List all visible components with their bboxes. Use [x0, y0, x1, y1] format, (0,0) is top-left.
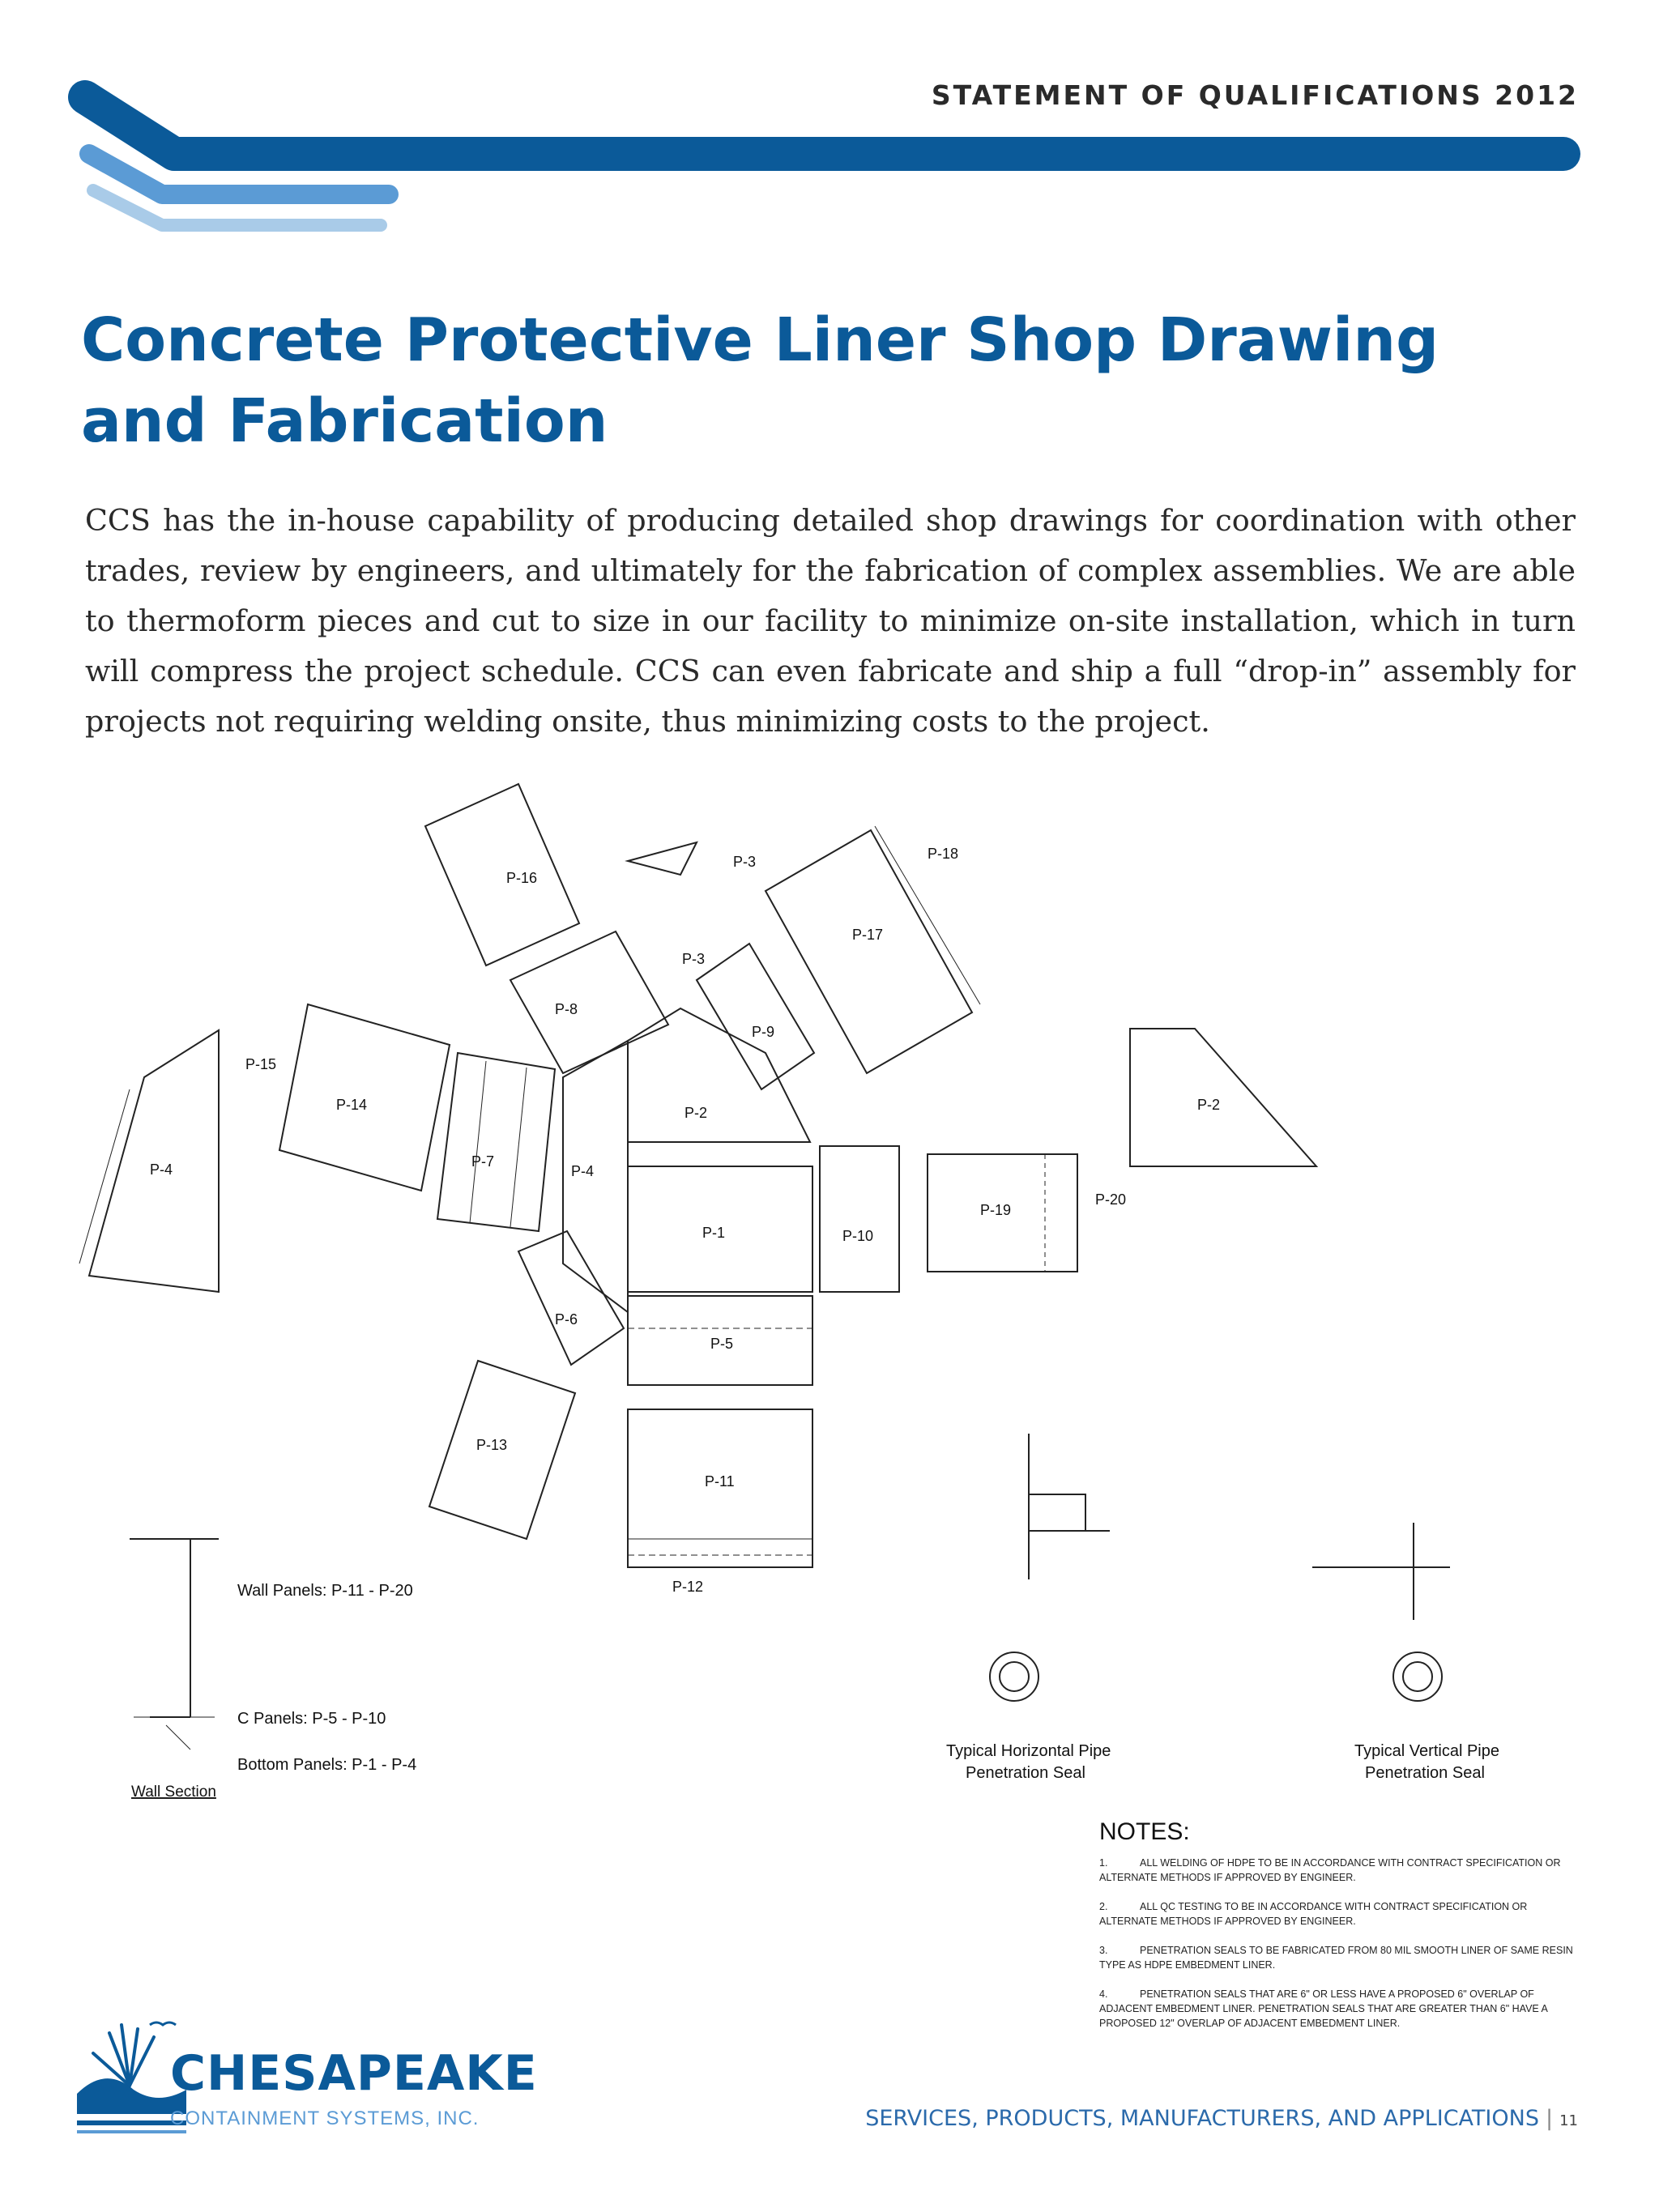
panel-p7-outline [437, 1053, 555, 1231]
panel-label: P-8 [555, 1001, 578, 1017]
wall-panels-label: Wall Panels: P-11 - P-20 [237, 1582, 413, 1600]
panel-p17-outline [766, 830, 972, 1073]
panel-label: P-18 [928, 846, 959, 862]
panel-label: P-3 [682, 951, 706, 967]
panel-label: P-11 [705, 1473, 735, 1490]
page-number: 11 [1559, 2112, 1578, 2129]
title-line-1: Concrete Protective Liner Shop Drawing [81, 305, 1439, 375]
panel-p3-outline [628, 842, 697, 875]
company-subtitle: CONTAINMENT SYSTEMS, INC. [170, 2108, 480, 2129]
note-item: 1. ALL WELDING OF HDPE TO BE IN ACCORDANCE WITH CONTRACT SPECIFICATION OR ALTERNATE METHODS IF APPROVED BY ENGINEER. [1099, 1857, 1561, 1883]
vertical-seal-title-1: Typical Vertical Pipe [1354, 1742, 1499, 1760]
panel-label: P-2 [1197, 1097, 1221, 1113]
panel-label: P-9 [752, 1024, 775, 1040]
panel-label: P-3 [733, 854, 757, 870]
panel-p16-outline [425, 784, 579, 965]
panel-label: P-5 [710, 1336, 734, 1352]
section-header: STATEMENT OF QUALIFICATIONS 2012 [931, 79, 1579, 111]
panel-label: P-2 [684, 1105, 708, 1121]
vertical-seal-title-2: Penetration Seal [1365, 1764, 1485, 1782]
panel-p2-right-outline [1130, 1029, 1316, 1166]
horizontal-seal-detail [990, 1434, 1110, 1701]
panel-label: P-4 [150, 1161, 173, 1178]
panel-p10-outline [820, 1146, 899, 1292]
panel-label: P-16 [506, 870, 538, 886]
company-name: CHESAPEAKE [170, 2045, 538, 2102]
title-line-2: and Fabrication [81, 386, 608, 456]
panel-label: P-4 [571, 1163, 595, 1179]
note-item: 3. PENETRATION SEALS TO BE FABRICATED FROM 80 MIL SMOOTH LINER OF SAME RESIN TYPE AS HDPE EMBEDMENT LINER. [1099, 1945, 1573, 1971]
note-item: 2. ALL QC TESTING TO BE IN ACCORDANCE WITH CONTRACT SPECIFICATION OR ALTERNATE METHODS IF APPROVED BY ENGINEER. [1099, 1901, 1528, 1927]
footer-text: SERVICES, PRODUCTS, MANUFACTURERS, AND APPLICATIONS [865, 2106, 1539, 2131]
panel-label: P-19 [980, 1202, 1012, 1218]
panel-label: P-14 [336, 1097, 368, 1113]
panel-label: P-12 [672, 1579, 704, 1595]
horizontal-seal-title-2: Penetration Seal [966, 1764, 1085, 1782]
panel-p8-outline [510, 931, 668, 1073]
c-panels-label: C Panels: P-5 - P-10 [237, 1710, 386, 1728]
panel-label: P-13 [476, 1437, 508, 1453]
horizontal-seal-title-1: Typical Horizontal Pipe [946, 1742, 1111, 1760]
note-item: 4. PENETRATION SEALS THAT ARE 6" OR LESS HAVE A PROPOSED 6" OVERLAP OF ADJACENT EMBEDMENT LINER. PENETRATION SEALS THAT ARE GREATER THAN 6" HAVE A PROPOSED 12" OVERLAP OF ADJACENT EMBEDMENT LINER. [1099, 1988, 1548, 2029]
body-paragraph: CCS has the in-house capability of producing detailed shop drawings for coordination with other trades, review by engineers, and ultimately for the fabrication of complex assemblies. We are able to thermoform pieces and cut to size in our facility to minimize on-site installation, which in turn will compress the project schedule. CCS can even fabricate and ship a full “drop-in” assembly for projects not requiring welding onsite, thus minimizing costs to the project. [85, 503, 1576, 739]
vertical-seal-detail [1312, 1523, 1450, 1701]
wall-section-label: Wall Section [131, 1784, 216, 1801]
panel-label: P-6 [555, 1311, 578, 1328]
panel-label: P-10 [842, 1228, 874, 1244]
panel-label: P-7 [471, 1153, 495, 1170]
panel-label: P-1 [702, 1225, 726, 1241]
company-logo-icon [73, 2017, 186, 2138]
notes-heading: NOTES: [1099, 1818, 1190, 1845]
panel-label: P-20 [1095, 1191, 1127, 1208]
bottom-panels-label: Bottom Panels: P-1 - P-4 [237, 1756, 417, 1774]
panel-p9-outline [697, 944, 814, 1089]
notes-section [1099, 1818, 1577, 2045]
wall-section-diagram [130, 1539, 219, 1750]
footer-separator: | [1545, 2106, 1554, 2131]
page-footer [865, 2106, 1578, 2131]
panel-label: P-17 [852, 927, 884, 943]
panel-label: P-15 [245, 1056, 277, 1072]
